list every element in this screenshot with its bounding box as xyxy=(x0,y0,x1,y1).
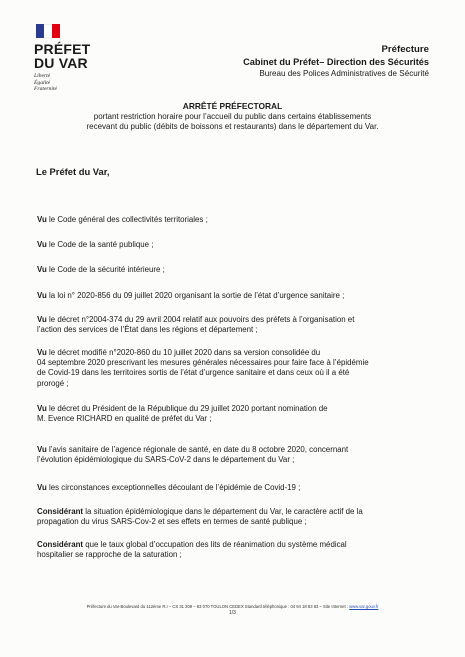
visa-line: l’action des services de l’État dans les régions et département ; xyxy=(37,325,258,335)
visa-paragraph xyxy=(37,404,432,424)
visa-line: prorogé ; xyxy=(37,378,69,388)
document-title: ARRÊTÉ PRÉFECTORAL xyxy=(182,101,283,111)
considerant-line: hospitalier se rapproche de la saturation ; xyxy=(37,550,182,560)
visa-text: le Code général des collectivités territoriales ; xyxy=(49,215,208,224)
logo-title-2: DU VAR xyxy=(34,55,88,71)
visa-text: les circonstances exceptionnelles découlant de l’épidémie de Covid-19 ; xyxy=(49,483,301,492)
visa-line: 04 septembre 2020 prescrivant les mesures générales nécessaires pour faire face à l’épidémie xyxy=(37,358,369,368)
header-cabinet: Cabinet du Préfet– Direction des Sécurités xyxy=(243,57,429,67)
visa-text: la loi n° 2020-856 du 09 juillet 2020 organisant la sortie de l’état d’urgence sanitaire ; xyxy=(49,291,345,300)
prefet-logo xyxy=(34,24,94,93)
visa-line: M. Evence RICHARD en qualité de préfet du Var ; xyxy=(37,414,212,424)
visa-paragraph xyxy=(37,291,432,301)
considerant-line xyxy=(37,540,432,550)
visa-text: le décret n°2004-374 du 29 avril 2004 relatif aux pouvoirs des préfets à l’organisation et xyxy=(49,315,355,324)
visa-paragraph xyxy=(37,265,432,275)
prefet-heading: Le Préfet du Var, xyxy=(36,166,110,177)
visa-text: le décret modifié n°2020-860 du 10 juillet 2020 dans sa version consolidée du xyxy=(49,348,321,357)
visa-paragraph xyxy=(37,483,432,493)
visa-line xyxy=(37,315,432,325)
issuer-header xyxy=(243,44,429,79)
visa-paragraph xyxy=(37,445,432,465)
visa-line xyxy=(37,348,432,358)
visa-line xyxy=(37,404,432,414)
considerant-text: que le taux global d’occupation des lits de réanimation du système médical xyxy=(85,540,347,549)
document-subtitle-2: recevant du public (débits de boissons et restaurants) dans le département du Var. xyxy=(86,122,379,131)
visa-text: le Code de la santé publique ; xyxy=(49,240,154,249)
document-title-block xyxy=(0,101,465,132)
visa-lead: Vu xyxy=(37,215,47,224)
visa-lead: Vu xyxy=(37,445,47,454)
visa-paragraph xyxy=(37,240,432,250)
logo-motto xyxy=(34,73,94,93)
considerant-lead: Considérant xyxy=(37,540,84,549)
considerant-lead: Considérant xyxy=(37,507,84,516)
logo-title-1: PRÉFET xyxy=(34,41,91,57)
flag-red xyxy=(52,24,60,38)
considerant-line xyxy=(37,507,432,517)
visa-line: de Covid-19 dans les territoires sortis de l’état d’urgence sanitaire et dans ceux où il a été xyxy=(37,368,350,378)
considerant-line: propagation du virus SARS-Cov-2 et ses effets en termes de santé publique ; xyxy=(37,517,307,527)
footer-site-link[interactable]: www.var.gouv.fr xyxy=(349,604,379,609)
motto-fraternite: Fraternité xyxy=(34,86,57,93)
page-footer xyxy=(0,604,465,616)
visa-text: l’avis sanitaire de l’agence régionale de santé, en date du 8 octobre 2020, concernant xyxy=(49,445,349,454)
visa-lead: Vu xyxy=(37,291,47,300)
header-prefecture: Préfecture xyxy=(381,44,429,55)
visa-paragraph xyxy=(37,348,432,389)
visa-text: le décret du Président de la République du 29 juillet 2020 portant nomination de xyxy=(49,404,328,413)
visa-lead: Vu xyxy=(37,348,47,357)
visa-line xyxy=(37,445,432,455)
visa-lead: Vu xyxy=(37,483,47,492)
motto-liberte: Liberté xyxy=(34,73,51,79)
flag-blue xyxy=(36,24,44,38)
visa-lead: Vu xyxy=(37,240,47,249)
motto-egalite: Égalité xyxy=(34,79,51,86)
page-number: 1/3 xyxy=(229,610,236,616)
visa-paragraph xyxy=(37,215,432,225)
visa-lead: Vu xyxy=(37,404,47,413)
considerant-paragraph xyxy=(37,540,432,560)
visa-lead: Vu xyxy=(37,315,47,324)
footer-address: Préfecture du Var-Boulevard du 112ème R.I – CS 31 209 – 83 070 TOULON CEDEX Standard téléphonique : 04 94 18 83 83 – Site Internet : xyxy=(86,604,350,609)
visa-line: l’évolution épidémiologique du SARS-CoV-2 dans le département du Var ; xyxy=(37,455,295,465)
document-subtitle-1: portant restriction horaire pour l’accueil du public dans certains établissements xyxy=(93,112,372,121)
header-bureau: Bureau des Polices Administratives de Sécurité xyxy=(259,69,429,78)
considerant-text: la situation épidémiologique dans le département du Var, le caractère actif de la xyxy=(85,507,363,516)
marianne-flag-icon xyxy=(36,24,60,38)
visa-text: le Code de la sécurité intérieure ; xyxy=(49,265,165,274)
flag-white xyxy=(44,24,52,38)
visa-lead: Vu xyxy=(37,265,47,274)
considerant-paragraph xyxy=(37,507,432,527)
visa-paragraph xyxy=(37,315,432,335)
